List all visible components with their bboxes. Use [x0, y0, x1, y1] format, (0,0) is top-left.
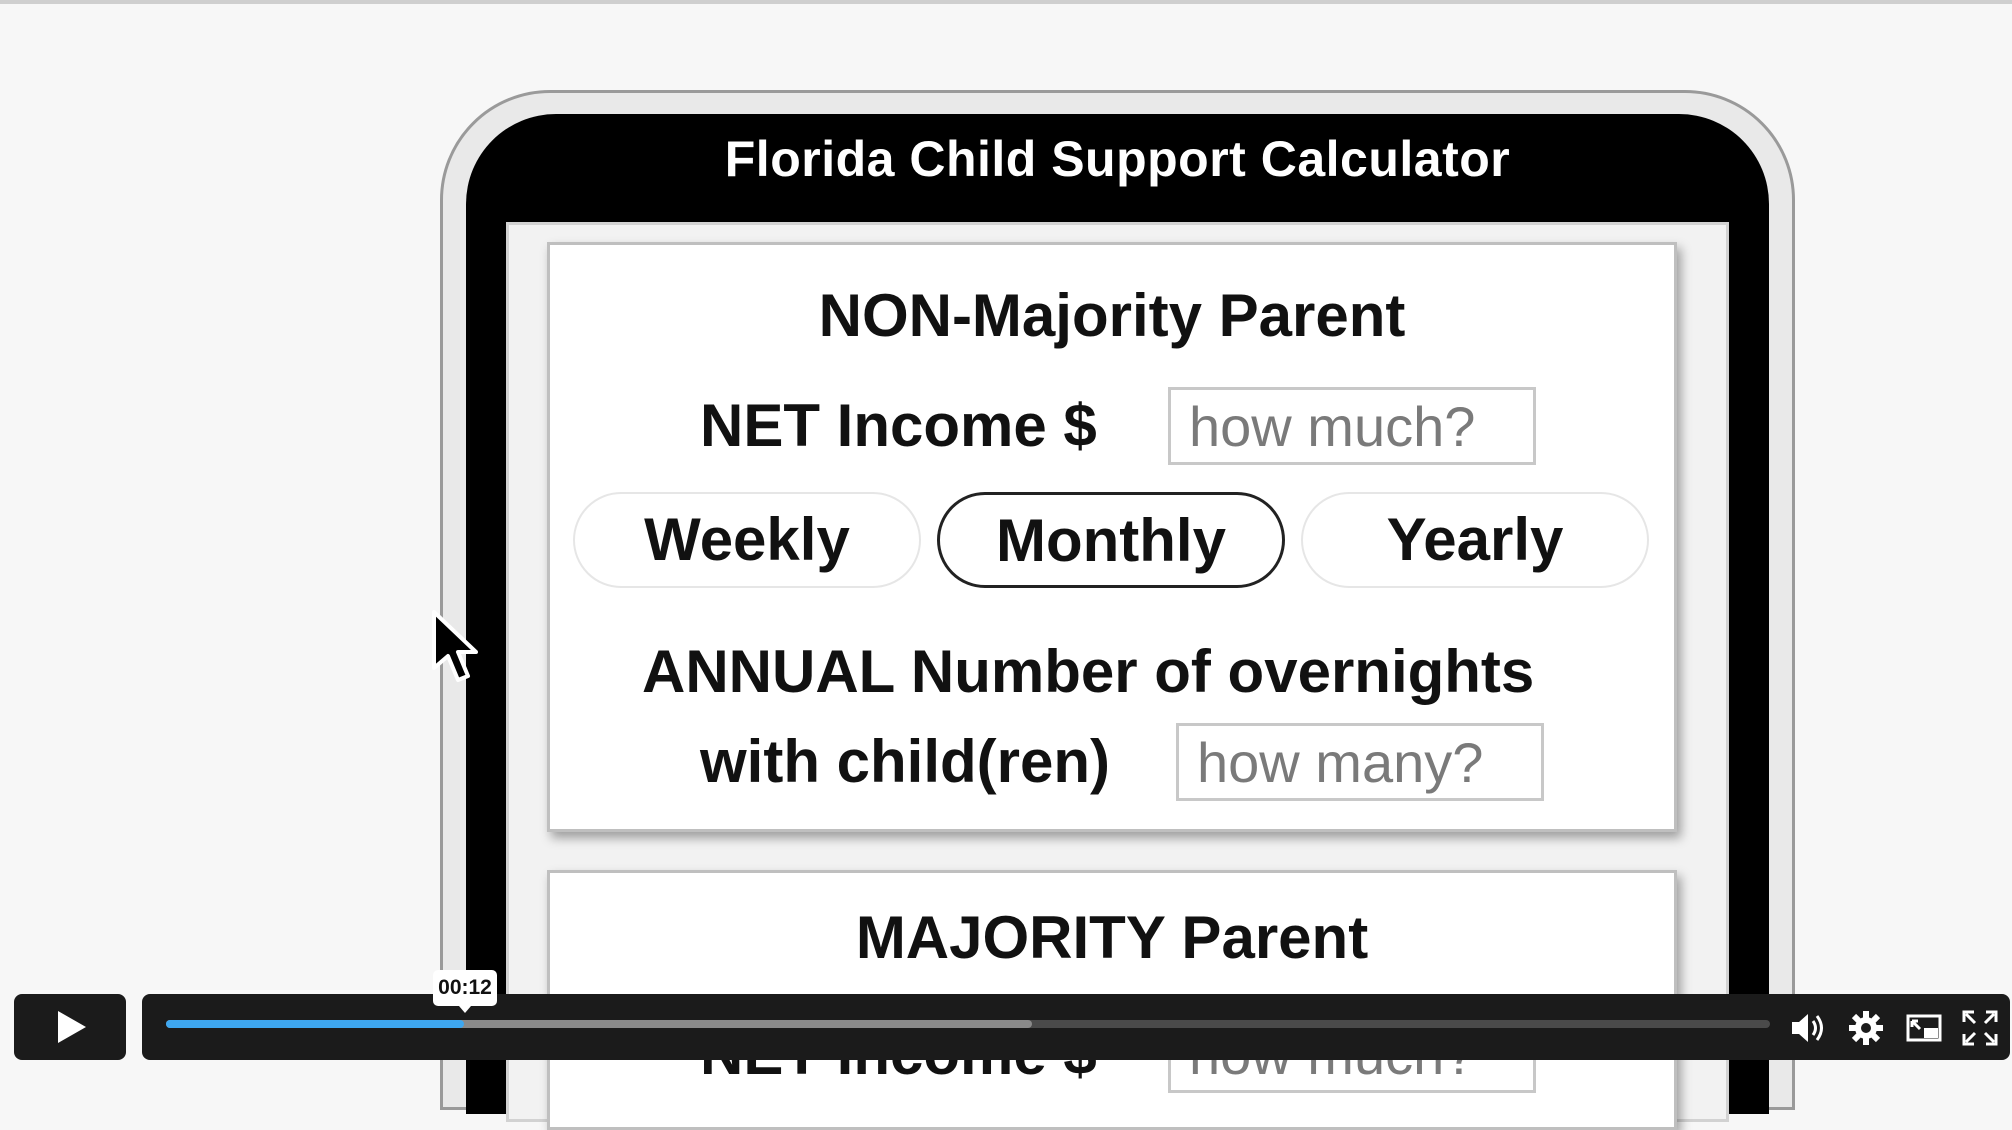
non-majority-income-label: NET Income $ — [700, 392, 1097, 459]
progress-track[interactable] — [166, 1020, 1770, 1028]
window-top-border — [0, 0, 2012, 4]
overnights-label-line1: ANNUAL Number of overnights — [642, 638, 1535, 705]
frequency-monthly-button[interactable]: Monthly — [937, 492, 1285, 588]
picture-in-picture-icon[interactable] — [1904, 1008, 1944, 1048]
frequency-yearly-button[interactable]: Yearly — [1301, 492, 1649, 588]
fullscreen-icon[interactable] — [1960, 1008, 2000, 1048]
mouse-pointer-icon — [430, 608, 482, 688]
overnights-input[interactable] — [1176, 723, 1544, 801]
play-button[interactable] — [14, 994, 126, 1060]
played-range — [166, 1020, 464, 1028]
settings-icon[interactable] — [1846, 1008, 1886, 1048]
non-majority-income-input[interactable] — [1168, 387, 1536, 465]
volume-icon[interactable] — [1788, 1008, 1828, 1048]
overnights-label-line2: with child(ren) — [700, 728, 1110, 795]
non-majority-heading: NON-Majority Parent — [818, 282, 1406, 349]
play-icon — [54, 1009, 88, 1045]
calculator-title: Florida Child Support Calculator — [724, 131, 1511, 187]
majority-heading: MAJORITY Parent — [855, 904, 1369, 971]
time-tooltip: 00:12 — [433, 970, 497, 1006]
frequency-weekly-button[interactable]: Weekly — [573, 492, 921, 588]
